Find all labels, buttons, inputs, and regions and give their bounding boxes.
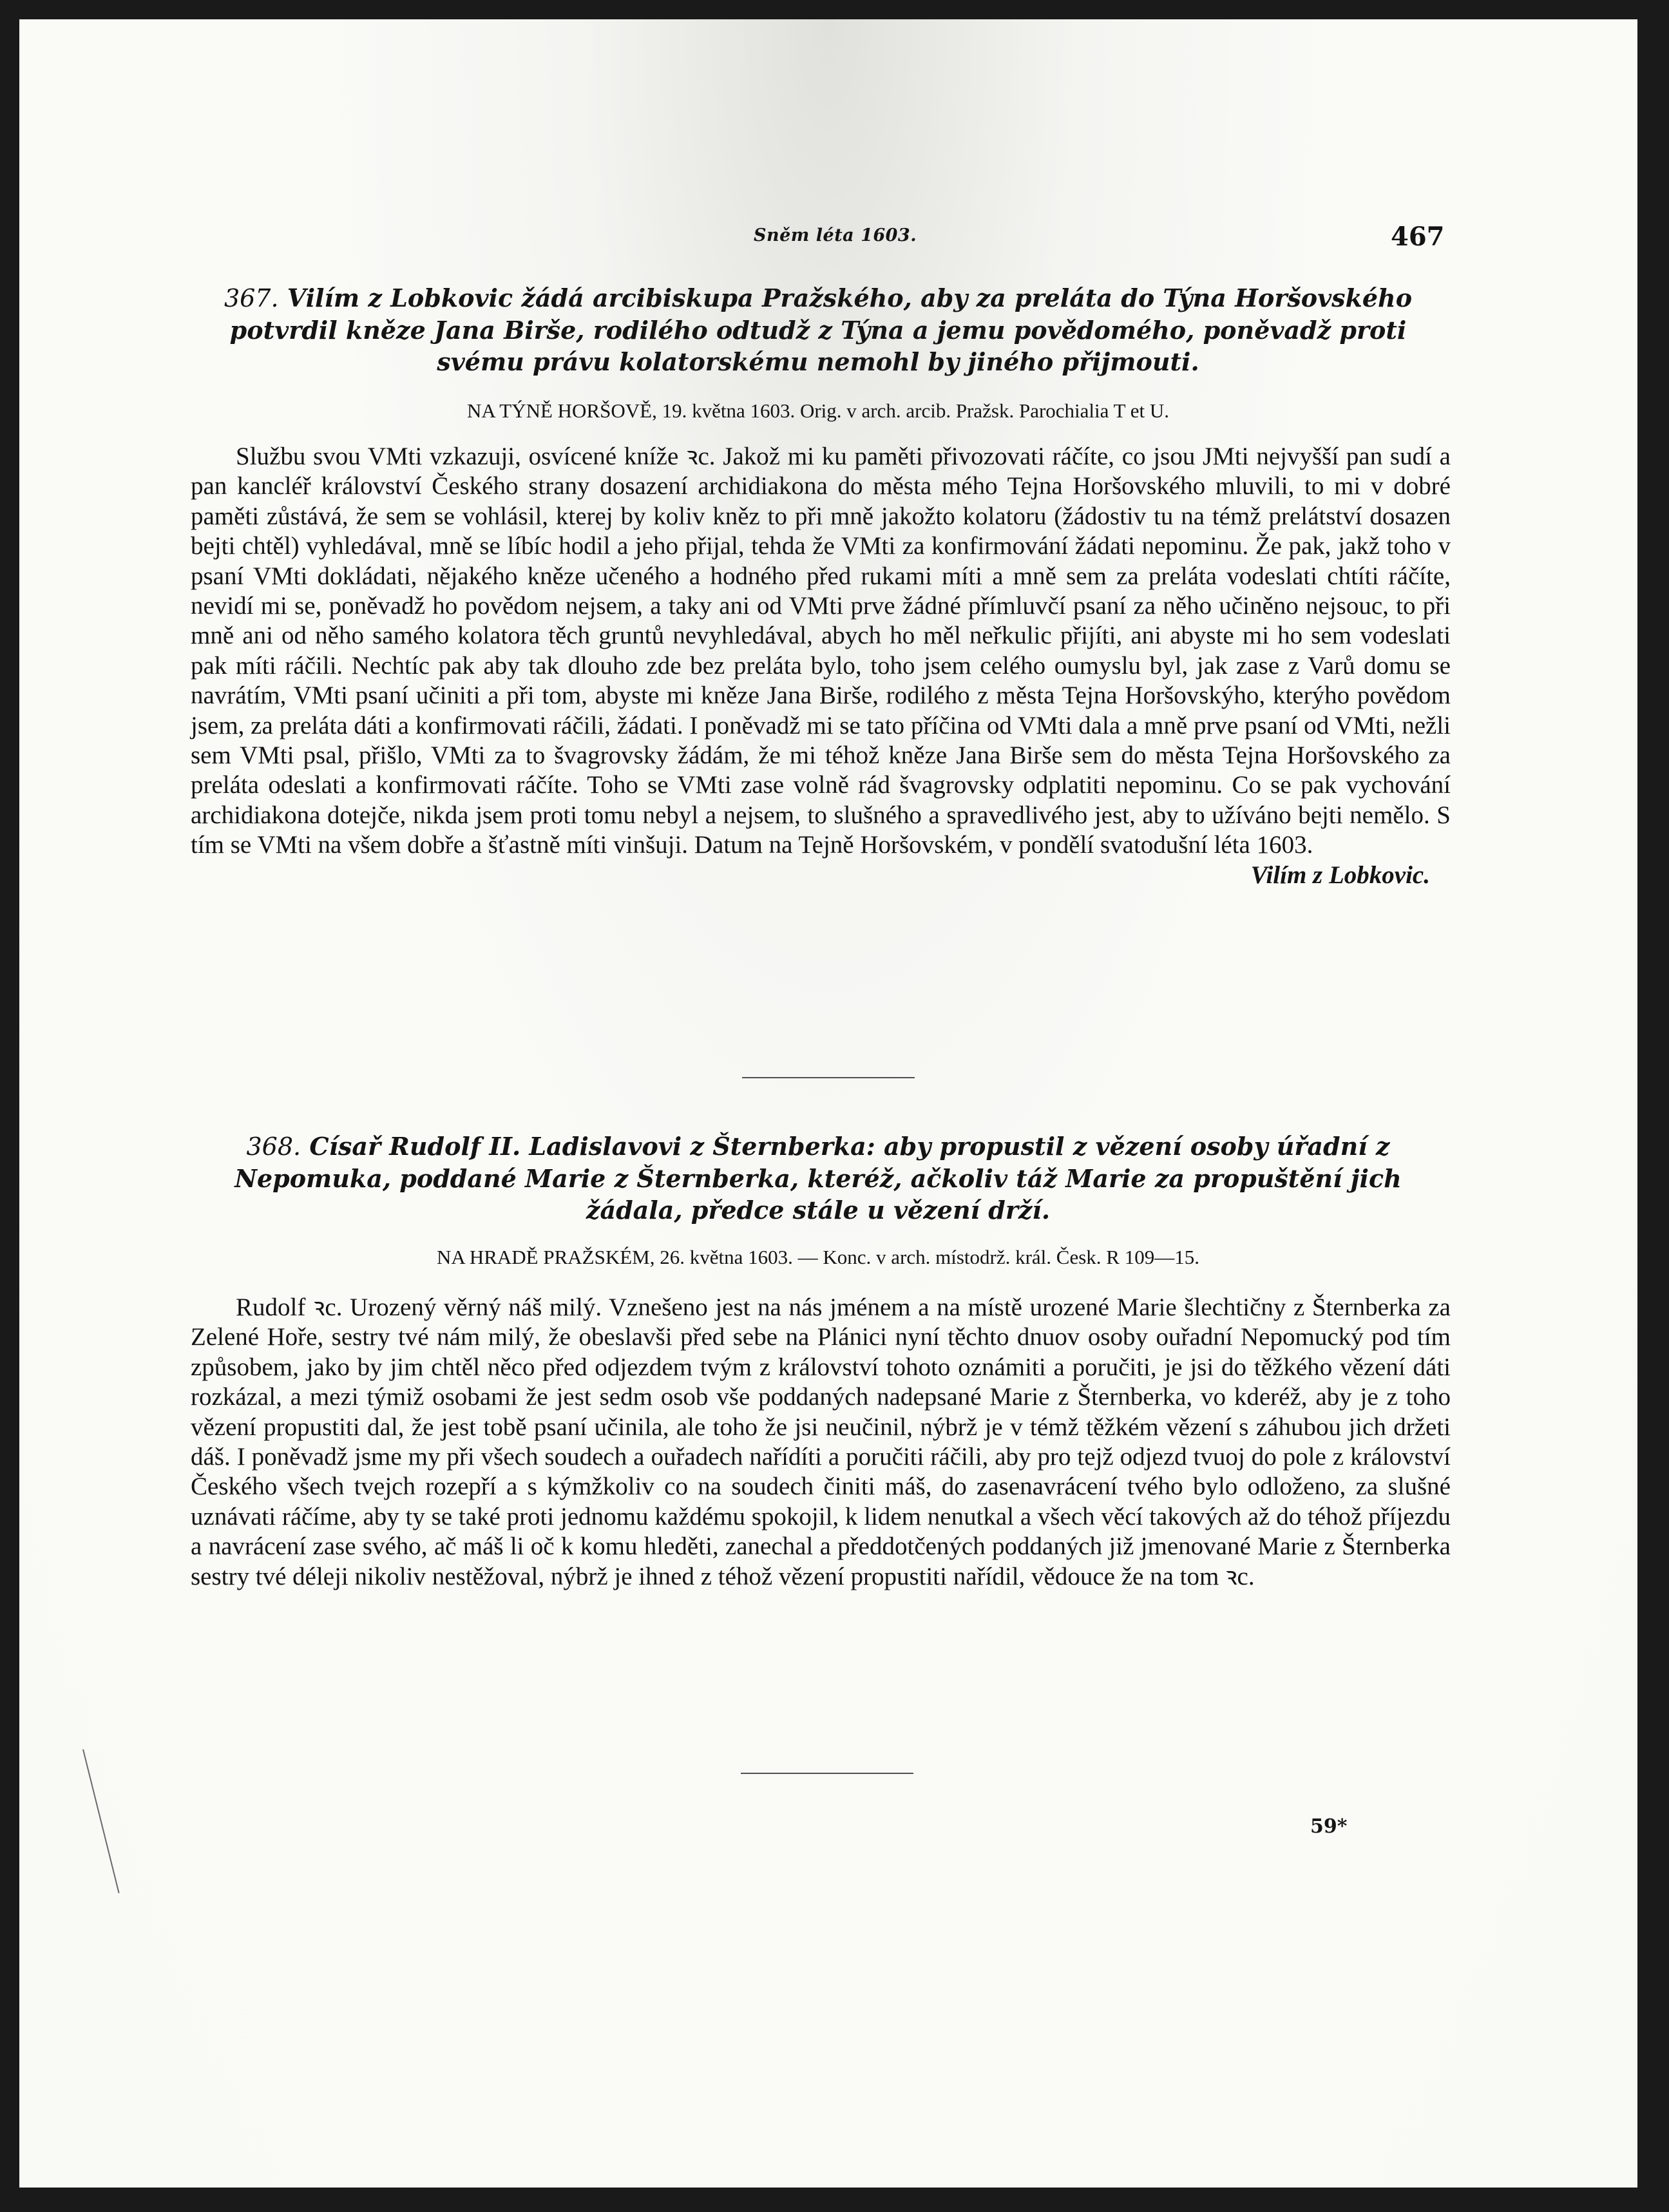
document-heading-text: Vilím z Lobkovic žádá arcibiskupa Pražského, aby za preláta do Týna Horšovského potvrdil kněze Jana Birše, rodilého odtudž z Týna a jemu povědomého, poněvadž proti svému právu kolatorskému nemohl by jiného přijmouti. <box>229 283 1413 376</box>
document-heading <box>188 1130 1448 1226</box>
section-divider <box>741 1773 913 1774</box>
body-paragraph <box>191 442 1451 889</box>
document-number: 368. <box>246 1132 301 1161</box>
document-page <box>19 19 1637 2188</box>
document-number: 367. <box>224 284 279 312</box>
body-text: Službu svou VMti vzkazuji, osvícené knížе ꝛc. Jakož mi ku paměti přivozovati ráčíte, co jsou JMti nejvyšší pan sudí a pan kancléř království Českého strany dosazení archidiakona do města mého Tejna Horšovského mluvili, to mi v dobré paměti zůstává, že sem se vohlásil, kterej by koliv kněz to při mně jakožto kolatoru (žádostiv tu na témž prelátství dosazen bejti chtěl) vyhledával, mně se líbíc hodil a jeho přijal, tehda že VMti za konfirmování žádati nepominu. Že pak, jakž toho v psaní VMti dokládati, nějakého kněze učeného a hodného před rukami míti a mně sem za preláta vodeslati chtíti ráčíte, nevidí mi se, poněvadž ho povědom nejsem, a taky ani od VMti prve žádné přímluvčí psaní za něho učiněno nejsouc, to při mně ani od něho samého kolatora těch gruntů nevyhledával, abych ho měl neřkulic přijíti, ani abyste mi ho sem vodeslati pak míti ráčili. Nechtíc pak aby tak dlouho zde bez preláta bylo, toho jsem celého oumyslu byl, jak zase z Varů domu se navrátím, VMti psaní učiniti a při tom, abyste mi kněze Jana Birše, rodilého z města Tejna Horšovskýho, kterýho povědom jsem, za preláta dáti a konfirmovati ráčili, žádati. I poněvadž mi se tato příčina od VMti dala a mně prve psaní od VMti, nežli sem VMti psal, přišlo, VMti za to švagrovsky žádám, že mi téhož kněze Jana Birše sem do města Tejna Horšovského za preláta odeslati a konfirmovati ráčíte. Toho se VMti zase volně rád švagrovsky odplatiti nepominu. Co se pak vychování archidiakona dotejče, nikda jsem proti tomu nebyl a nejsem, to slušného a spravedlivého jest, aby to užíváno bejti nemělo. S tím se VMti na všem dobře a šťastně míti vinšuji. Datum na Tejně Horšovském, v pondělí svatodušní léta 1603. <box>191 443 1451 859</box>
running-title: Sněm léta 1603. <box>754 225 917 245</box>
sheet-number: 59* <box>1310 1815 1348 1838</box>
document-body <box>191 442 1451 890</box>
body-paragraph <box>191 1293 1451 1592</box>
document-heading <box>188 282 1448 377</box>
body-text: Rudolf ꝛc. Urozený věrný náš milý. Vznešeno jest na nás jménem a na místě urozené Marie šlechtičny z Šternberka za Zelené Hoře, sestry tvé nám milý, že obeslavši před sebe na Plánici nyní těchto dnuov osoby ouřadní Nepomucký pod tím způsobem, jako by jim chtěl něco před odjezdem tvým z království tohoto oznámiti a poručiti, je jsi do těžkého vězení dáti rozkázal, a mezi týmiž osobami že jest sedm osob vše poddaných nadepsané Marie z Šternberka, vo kderéž, aby je z toho vězení propustiti dal, že jest tobě psaní učinila, ale toho že jsi neučinil, nýbrž je v témž těžkém vězení s záhubou jich držeti dáš. I poněvadž jsme my při všech soudech a ouřadech nařídíti a poručiti ráčili, aby pro tejž odjezd tvuoj do pole z království Českého všech tvejch rozepří a s kýmžkoliv co na soudech činiti máš, do zasenavrácení tvého bylo odloženo, za slušné uznávati ráčíme, aby ty se také proti jednomu každému spokojil, k lidem nenutkal a všech věcí takových až do téhož příjezdu a navrácení zase svého, ač máš li oč k komu hleděti, zanechal a předdotčených poddaných již jmenované Marie z Šternberka sestry tvé déleji nikoliv nestěžoval, nýbrž je ihned z téhož vězení propustiti nařídil, vědouce že na tom ꝛc. <box>191 1293 1451 1590</box>
document-source: NA HRADĚ PRAŽSKÉM, 26. května 1603. — Konc. v arch. místodrž. král. Česk. R 109—15. <box>437 1246 1199 1268</box>
document-body <box>191 1293 1451 1592</box>
document-source: NA TÝNĚ HORŠOVĚ, 19. května 1603. Orig. v arch. arcib. Pražsk. Parochialia T et U. <box>467 399 1169 422</box>
signature: Vilím z Lobkovic. <box>1250 861 1430 889</box>
page-number: 467 <box>1391 222 1445 252</box>
document-heading-text: Císař Rudolf II. Ladislavovi z Šternberka: aby propustil z vězení osoby úřadní z Nepomuka, poddané Marie z Šternberka, kteréž, ačkoliv táž Marie za propuštění jich žádala, předce stále u vězení drží. <box>234 1132 1402 1225</box>
section-divider <box>742 1077 915 1078</box>
scan-mark <box>82 1750 120 1894</box>
